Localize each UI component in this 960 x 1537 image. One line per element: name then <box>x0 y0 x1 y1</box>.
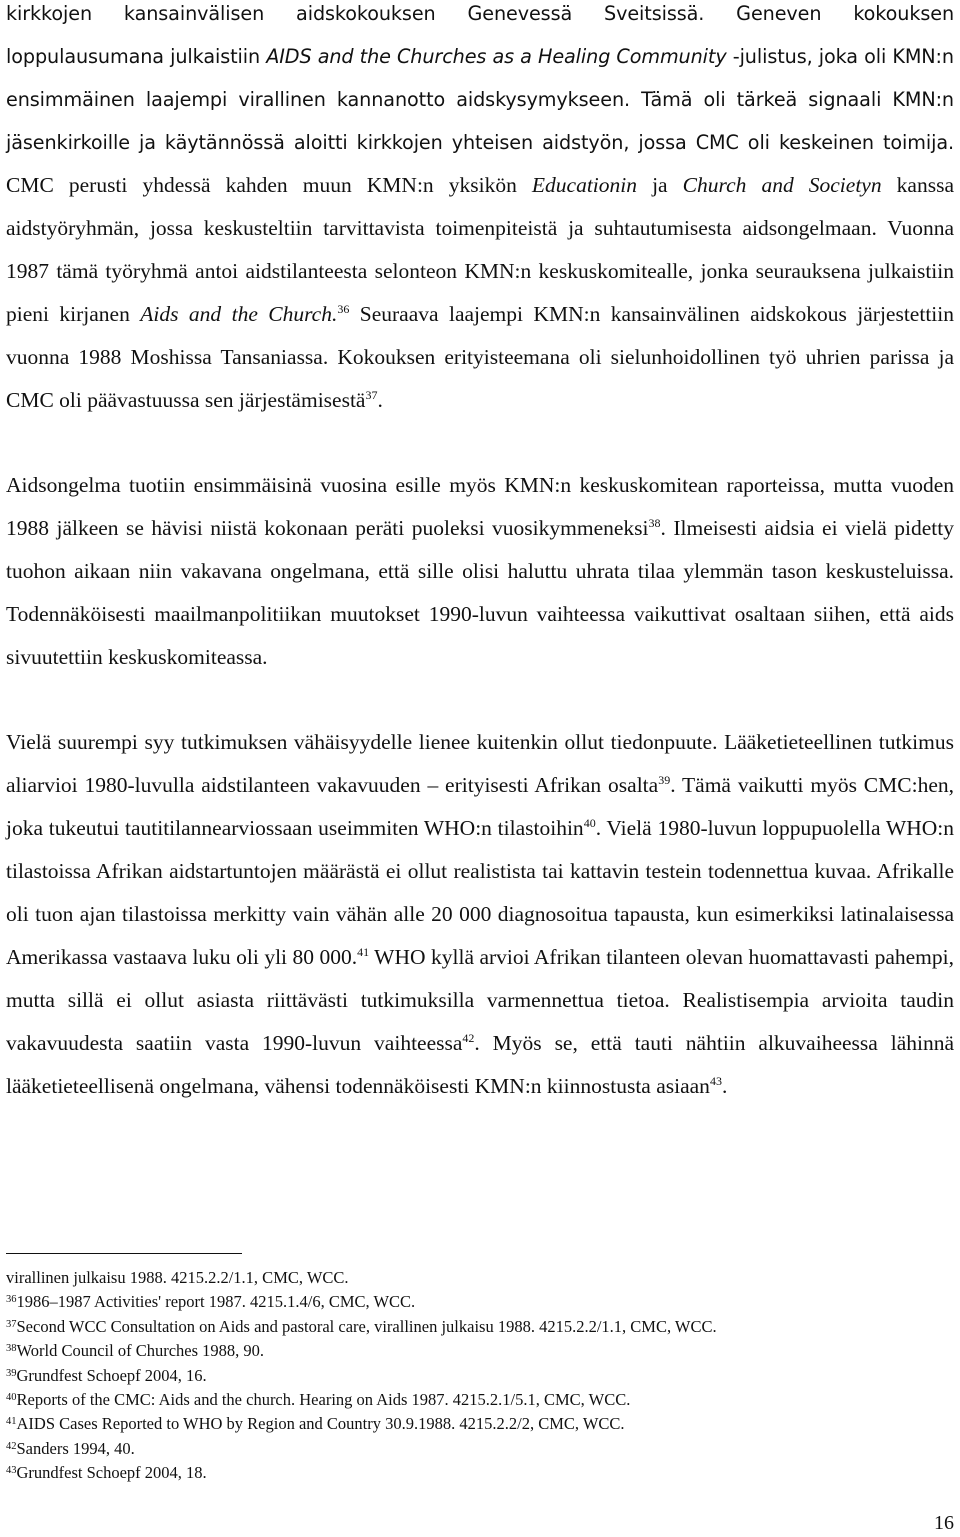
footnote-item <box>6 1315 954 1339</box>
footnote-text: 1986–1987 Activities' report 1987. 4215.1.4/6, CMC, WCC. <box>16 1292 416 1312</box>
paragraph-1 <box>6 0 954 422</box>
paragraph-1-text: Seuraava laajempi KMN:n kansainvälinen aidskokous järjestettiin vuonna 1988 Moshissa Tansaniassa. Kokouksen erityisteemana oli sielunhoidollinen työ uhrien parissa ja CMC oli päävastuussa sen järjestämisestä <box>6 302 954 412</box>
paragraph-3-text: . Vielä 1980-luvun loppupuolella WHO:n tilastoissa Afrikan aidstartuntojen määrästä ei ollut realistista tai kattavin testein todennettua kuvaa. Afrikalle oli tuon ajan tilastoissa merkitty vain vähän alle 20 000 diagnosoitua tapausta, kun esimerkiksi latinalaisessa Amerikassa vastaava luku oli yli 80 000. <box>6 816 954 969</box>
footnote-ref-39[interactable]: 39 <box>658 772 671 787</box>
unit-name-church-society: Church and Societyn <box>682 173 882 197</box>
footnote-text: Second WCC Consultation on Aids and pastoral care, virallinen julkaisu 1988. 4215.2.2/1.1, CMC, WCC. <box>16 1316 717 1336</box>
footnote-number: 39 <box>6 1367 17 1379</box>
footnote-text: World Council of Churches 1988, 90. <box>16 1341 265 1361</box>
paragraph-1-text: kanssa aidstyöryhmän, jossa keskusteltiin tarvittavista toimenpiteistä ja suhtautumisesta aidsongelmaan. Vuonna 1987 tämä työryhmä antoi aidstilanteesta selonteon KMN:n keskuskomitealle, jonka seurauksena julkaistiin pieni kirjanen <box>6 173 954 326</box>
footnote-number: 36 <box>6 1294 17 1306</box>
paragraph-1-text: Tämä oli tärkeä signaali KMN:n jäsenkirkoille ja käytännössä aloitti kirkkojen yhteisen aidstyön, jossa CMC oli keskeinen toimija. <box>6 88 954 154</box>
paragraph-2-text: . Ilmeisesti aidsia ei vielä pidetty tuohon aikaan niin vakavana ongelmana, että sille olisi haluttu uhrata tilaa ylemmän tason keskusteluissa. Todennäköisesti maailmanpolitiikan muutokset 1990-luvun vaihteessa vaikuttivat osaltaan siihen, että aids sivuutettiin keskuskomiteassa. <box>6 516 954 669</box>
footnote-text: Reports of the CMC: Aids and the church. Hearing on Aids 1987. 4215.2.1/5.1, CMC, WCC. <box>16 1390 631 1410</box>
footnote-ref-42[interactable]: 42 <box>462 1030 475 1045</box>
footnote-ref-36[interactable]: 36 <box>337 301 350 316</box>
footnote-text: AIDS Cases Reported to WHO by Region and Country 30.9.1988. 4215.2.2/2, CMC, WCC. <box>16 1414 625 1434</box>
paragraph-1-text: ja <box>637 173 683 197</box>
paragraph-gap <box>6 422 954 464</box>
footnote-ref-41[interactable]: 41 <box>357 944 370 959</box>
footnote-item <box>6 1339 954 1363</box>
footnote-text: Grundfest Schoepf 2004, 18. <box>16 1463 207 1483</box>
paragraph-1-text: . <box>377 388 383 412</box>
footnote-item <box>6 1388 954 1412</box>
footnote-number: 43 <box>6 1465 17 1477</box>
footnote-item <box>6 1412 954 1436</box>
paragraph-1-text: -julistus, joka oli KMN:n ensimmäinen laajempi virallinen kannanotto aidskysymykseen. <box>6 45 954 111</box>
paragraph-1-lead: kirkkojen kansainvälisen aidskokouksen Genevessä Sveitsissä. <box>6 2 705 25</box>
footnote-number: 38 <box>6 1343 17 1355</box>
footnotes <box>6 1266 954 1486</box>
declaration-title: AIDS and the Churches as a Healing Community <box>266 45 727 68</box>
footnote-item <box>6 1290 954 1314</box>
paragraph-3-text: . Myös se, että tauti nähtiin alkuvaiheessa lähinnä lääketieteellisenä ongelmana, vähensi todennäköisesti KMN:n kiinnostusta asiaan <box>6 1031 954 1098</box>
footnote-number: 41 <box>6 1416 17 1428</box>
paragraph-1-text: CMC perusti yhdessä kahden muun KMN:n yksikön <box>6 173 532 197</box>
paragraph-2-text: Aidsongelma tuotiin ensimmäisinä vuosina esille myös KMN:n keskuskomitean raporteissa, mutta vuoden 1988 jälkeen se hävisi niistä kokonaan peräti puoleksi vuosikymmeneksi <box>6 473 954 540</box>
footnote-number: 37 <box>6 1318 17 1330</box>
footnote-item <box>6 1461 954 1485</box>
page-number: 16 <box>934 1512 954 1534</box>
footnote-number: 42 <box>6 1440 17 1452</box>
footnote-ref-37[interactable]: 37 <box>365 387 378 402</box>
paragraph-3-text: . <box>721 1074 728 1098</box>
page-body <box>6 0 954 1108</box>
booklet-title: Aids and the Church. <box>140 302 338 326</box>
footnote-ref-43[interactable]: 43 <box>709 1073 722 1088</box>
footnote-ref-40[interactable]: 40 <box>583 815 596 830</box>
paragraph-3-text: WHO kyllä arvioi Afrikan tilanteen olevan huomattavasti pahempi, mutta sillä ei ollut asiasta riittävästi tutkimuksilla varmennettua tietoa. Realistisempia arvioita taudin vakavuudesta saatiin vasta 1990-luvun vaihteessa <box>6 945 955 1055</box>
footnote-item <box>6 1437 954 1461</box>
footnote-text: Sanders 1994, 40. <box>16 1438 135 1458</box>
paragraph-3-text: . Tämä vaikutti myös CMC:hen, joka tukeutui tautitilannearviossaan useimmiten WHO:n tilastoihin <box>6 773 954 840</box>
footnote-text: virallinen julkaisu 1988. 4215.2.2/1.1, CMC, WCC. <box>6 1268 349 1287</box>
footnote-number: 40 <box>6 1392 17 1404</box>
footnote-separator <box>6 1253 242 1254</box>
footnote-item <box>6 1266 954 1290</box>
paragraph-gap <box>6 679 954 721</box>
footnote-ref-38[interactable]: 38 <box>648 515 661 530</box>
footnote-item <box>6 1364 954 1388</box>
unit-name-education: Educationin <box>531 173 638 197</box>
footnote-text: Grundfest Schoepf 2004, 16. <box>16 1365 207 1385</box>
paragraph-1-text: Geneven kokouksen loppulausumana julkaistiin <box>6 2 954 68</box>
paragraph-3 <box>6 721 954 1108</box>
paragraph-2 <box>6 464 954 679</box>
paragraph-3-text: Vielä suurempi syy tutkimuksen vähäisyydelle lienee kuitenkin ollut tiedonpuute. Lääketieteellinen tutkimus aliarvioi 1980-luvulla aidstilanteen vakavuuden – erityisesti Afrikan osalta <box>6 730 954 797</box>
